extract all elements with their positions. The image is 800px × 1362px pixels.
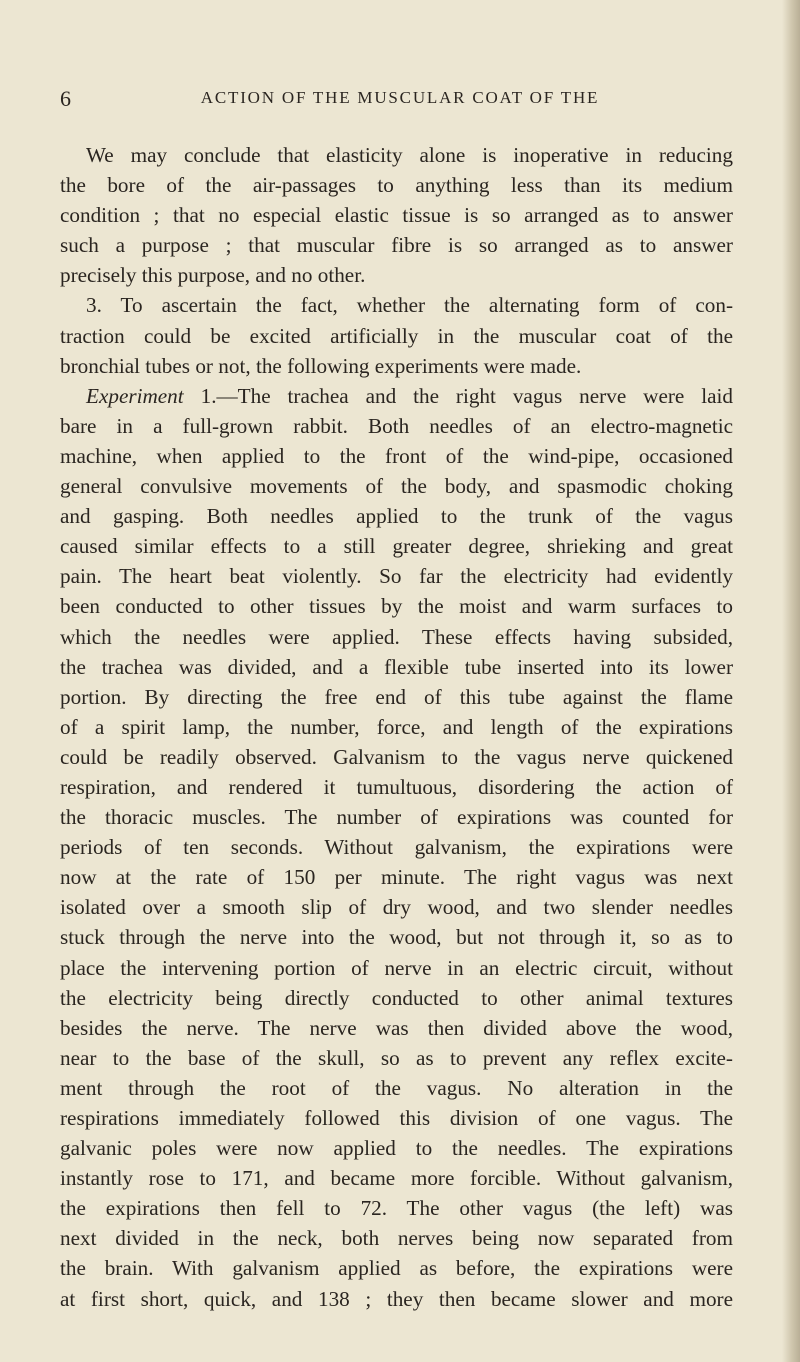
text-line: now at the rate of 150 per minute. The right vagus was next	[60, 865, 733, 890]
text-line: at first short, quick, and 138 ; they then became slower and more	[60, 1286, 733, 1311]
text-line: 3. To ascertain the fact, whether the alternating form of con-	[86, 293, 733, 318]
text-line: respirations immediately followed this division of one vagus. The	[60, 1106, 733, 1130]
experiment-line	[60, 381, 733, 411]
text-line: which the needles were applied. These effects having subsided,	[60, 624, 733, 649]
page-number: 6	[60, 86, 71, 111]
text-line: the brain. With galvanism applied as before, the expirations were	[60, 1256, 733, 1281]
text-line: near to the base of the skull, so as to prevent any reflex excite-	[60, 1045, 733, 1070]
text-line: stuck through the nerve into the wood, but not through it, so as to	[60, 925, 733, 950]
text-line: isolated over a smooth slip of dry wood, and two slender needles	[60, 895, 733, 920]
text-line: caused similar effects to a still greater degree, shrieking and great	[60, 534, 733, 559]
text-line: could be readily observed. Galvanism to the vagus nerve quickened	[60, 744, 733, 769]
text-line: the expirations then fell to 72. The other vagus (the left) was	[60, 1196, 733, 1221]
text-line: besides the nerve. The nerve was then divided above the wood,	[60, 1015, 733, 1040]
running-head: ACTION OF THE MUSCULAR COAT OF THE	[200, 88, 600, 107]
text-line: periods of ten seconds. Without galvanism, the expirations were	[60, 835, 733, 860]
text-line: We may conclude that elasticity alone is inoperative in reducing	[86, 143, 733, 167]
text-line: such a purpose ; that muscular fibre is so arranged as to answer	[60, 233, 733, 258]
text-line: pain. The heart beat violently. So far the electricity had evidently	[60, 564, 733, 589]
text-line: bare in a full-grown rabbit. Both needles of an electro-magnetic	[60, 413, 733, 438]
text-line: place the intervening portion of nerve in an electric circuit, without	[60, 955, 733, 980]
text-line: of a spirit lamp, the number, force, and length of the expirations	[60, 714, 733, 739]
text-line: instantly rose to 171, and became more forcible. Without galvanism,	[60, 1166, 733, 1191]
text-line: the bore of the air-passages to anything less than its medium	[60, 173, 733, 198]
text-line: been conducted to other tissues by the moist and warm surfaces to	[60, 594, 733, 619]
text-line: respiration, and rendered it tumultuous, disordering the action of	[60, 774, 733, 799]
text-line: machine, when applied to the front of the wind-pipe, occasioned	[60, 443, 733, 468]
text-line: the trachea was divided, and a flexible tube inserted into its lower	[60, 654, 733, 679]
text-line: next divided in the neck, both nerves being now separated from	[60, 1226, 733, 1251]
text-line: precisely this purpose, and no other.	[60, 263, 366, 288]
text-line: and gasping. Both needles applied to the trunk of the vagus	[60, 504, 733, 529]
text-line: the electricity being directly conducted to other animal textures	[60, 985, 733, 1010]
page-header	[60, 86, 740, 114]
page-edge-shadow	[782, 0, 800, 1362]
text-line: traction could be excited artificially in the muscular coat of the	[60, 323, 733, 348]
text-line: ment through the root of the vagus. No alteration in the	[60, 1075, 733, 1100]
experiment-lead: Experiment	[86, 383, 184, 408]
text-line: galvanic poles were now applied to the needles. The expirations	[60, 1136, 733, 1161]
text-line: 1.—The trachea and the right vagus nerve were laid	[200, 383, 733, 408]
body-text	[60, 140, 733, 1314]
text-line: general convulsive movements of the body, and spasmodic choking	[60, 474, 733, 499]
text-line: portion. By directing the free end of this tube against the flame	[60, 684, 733, 709]
text-line: bronchial tubes or not, the following experiments were made.	[60, 353, 582, 378]
text-line: condition ; that no especial elastic tissue is so arranged as to answer	[60, 203, 733, 228]
text-line: the thoracic muscles. The number of expirations was counted for	[60, 805, 733, 830]
